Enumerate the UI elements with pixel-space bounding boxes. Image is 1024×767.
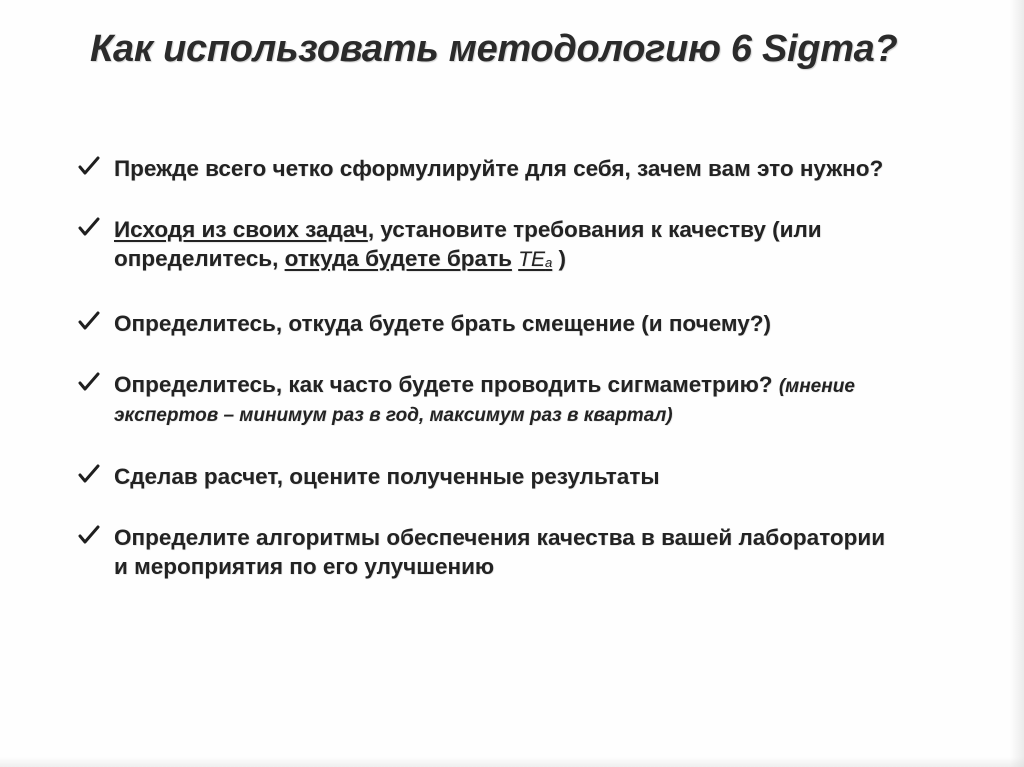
slide-edge-shadow (1010, 0, 1024, 767)
list-item (78, 370, 978, 430)
item-line (114, 244, 978, 277)
list-item (78, 215, 978, 277)
item-line (114, 370, 978, 401)
item-text: ) (558, 246, 567, 271)
check-icon (78, 155, 102, 181)
item-note: (мнение (778, 376, 855, 397)
underlined-phrase: Исходя из своих задач (114, 217, 368, 242)
item-text: определитесь, (114, 246, 285, 271)
check-icon (78, 463, 102, 489)
tea-main: TE (518, 248, 546, 271)
item-text: Определитесь, откуда будете брать смещение (и почему?) (114, 311, 771, 336)
check-icon (78, 371, 102, 397)
list-item (78, 154, 978, 183)
slide-title: Как использовать методологию 6 Sigma? (90, 28, 898, 70)
tea-subscript: a (545, 255, 553, 270)
underlined-phrase: откуда будете брать (284, 246, 512, 271)
check-icon (78, 216, 102, 242)
list-item (78, 309, 978, 338)
item-text: Определите алгоритмы обеспечения качества в вашей лаборатории (114, 525, 886, 550)
slide-edge-shadow (0, 757, 1024, 767)
item-line (114, 215, 978, 244)
item-note: экспертов – минимум раз в год, максимум раз в квартал) (114, 405, 673, 426)
tea-term (518, 248, 552, 271)
item-text: Сделав расчет, оцените полученные результаты (114, 464, 660, 489)
list-item (78, 523, 978, 581)
list-item (78, 462, 978, 491)
item-text: Определитесь, как часто будете проводить сигмаметрию? (114, 372, 779, 397)
item-text: и мероприятия по его улучшению (114, 554, 495, 579)
check-icon (78, 310, 102, 336)
item-text: Прежде всего четко сформулируйте для себя, зачем вам это нужно? (114, 156, 884, 181)
item-text: , установите требования к качеству (или (367, 217, 822, 242)
check-icon (78, 524, 102, 550)
bullet-list (78, 154, 978, 581)
